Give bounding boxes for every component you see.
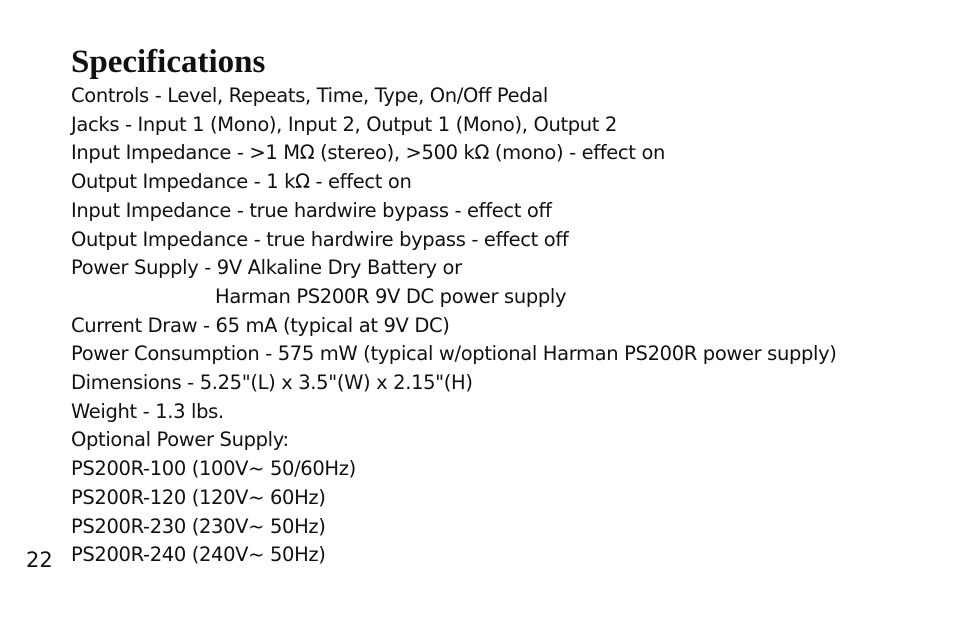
spec-output-impedance-off: Output Impedance - true hardwire bypass - effect off [71,227,569,251]
spec-ps200r-100: PS200R-100 (100V~ 50/60Hz) [71,457,356,481]
spec-ps200r-230: PS200R-230 (230V~ 50Hz) [71,514,326,538]
spec-weight: Weight - 1.3 lbs. [71,399,224,423]
spec-input-impedance-on: Input Impedance - >1 MΩ (stereo), >500 kΩ (mono) - effect on [71,141,666,165]
spec-input-impedance-off: Input Impedance - true hardwire bypass - effect off [71,198,552,222]
specifications-list [71,82,837,570]
spec-power-supply-continued: Harman PS200R 9V DC power supply [215,284,567,308]
spec-output-impedance-on: Output Impedance - 1 kΩ - effect on [71,170,412,194]
spec-controls: Controls - Level, Repeats, Time, Type, On/Off Pedal [71,84,548,107]
spec-power-supply: Power Supply - 9V Alkaline Dry Battery or [71,256,462,280]
spec-optional-power-supply: Optional Power Supply: [71,428,289,452]
spec-ps200r-240: PS200R-240 (240V~ 50Hz) [71,543,326,567]
spec-dimensions: Dimensions - 5.25"(L) x 3.5"(W) x 2.15"(H) [71,371,473,395]
spec-jacks: Jacks - Input 1 (Mono), Input 2, Output 1 (Mono), Output 2 [71,112,617,136]
spec-current-draw: Current Draw - 65 mA (typical at 9V DC) [71,313,450,337]
page-number: 22 [26,548,53,572]
spec-power-consumption: Power Consumption - 575 mW (typical w/optional Harman PS200R power supply) [71,342,837,366]
page-title: Specifications [71,44,266,80]
spec-ps200r-120: PS200R-120 (120V~ 60Hz) [71,485,326,509]
